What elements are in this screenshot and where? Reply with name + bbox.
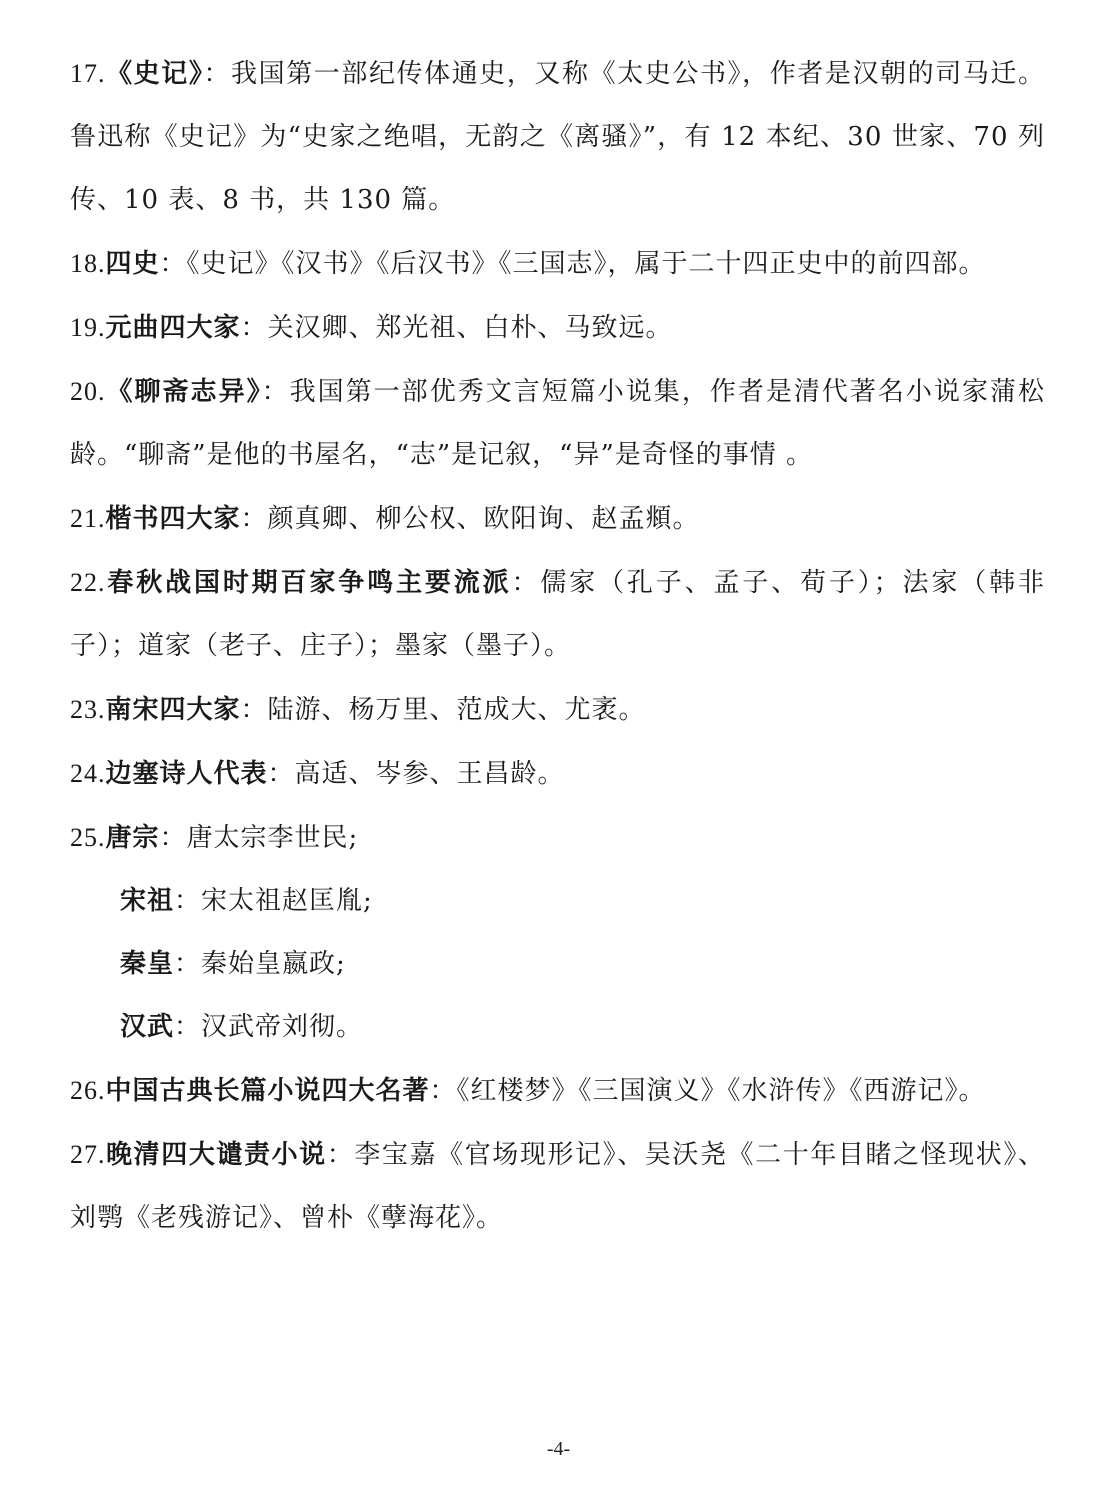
entry-term: 汉武: [120, 1012, 175, 1042]
entry-term: 春秋战国时期百家争鸣主要流派: [105, 568, 512, 598]
entry-text: ：颜真卿、柳公权、欧阳询、赵孟頫。: [240, 504, 700, 534]
entry-term: 边塞诗人代表: [105, 759, 268, 789]
entry-20: [70, 360, 1045, 487]
entry-text: ：唐太宗李世民;: [159, 823, 359, 853]
entry-number: 25.: [70, 823, 106, 852]
entry-text: ：我国第一部纪传体通史，又称《太史公书》，作者是汉朝的司马迁。鲁迅称《史记》为“史家之绝唱，无韵之《离骚》”，有 12 本纪、30 世家、70 列传、10 表、8 书，共 130 篇。: [70, 59, 1045, 215]
entry-number: 20.: [70, 377, 106, 406]
entry-17: [70, 42, 1045, 232]
entry-number: 19.: [70, 313, 106, 342]
entry-24: [70, 742, 1045, 806]
entry-number: 21.: [70, 504, 106, 533]
entry-text: ：汉武帝刘彻。: [174, 1012, 364, 1042]
entry-number: 22.: [70, 568, 106, 597]
entry-text: ：我国第一部优秀文言短篇小说集，作者是清代著名小说家蒲松龄。“聊斋”是他的书屋名，“志”是记叙，“异”是奇怪的事情 。: [70, 377, 1045, 470]
entry-number: 24.: [70, 759, 106, 788]
entry-term: 南宋四大家: [105, 695, 241, 725]
entry-25-han: [70, 996, 1045, 1059]
entry-term: 《史记》: [105, 59, 204, 89]
entry-number: 18.: [70, 249, 106, 278]
entry-number: 26.: [70, 1076, 106, 1105]
entry-term: 《聊斋志异》: [105, 377, 262, 407]
entry-text: ：《红楼梦》《三国演义》《水浒传》《西游记》。: [429, 1076, 986, 1106]
entry-term: 宋祖: [120, 886, 175, 916]
page-number: -4-: [546, 1438, 571, 1460]
entry-term: 晚清四大谴责小说: [105, 1140, 327, 1170]
entry-text: ：儒家（孔子、孟子、荀子）；法家（韩非子）；道家（老子、庄子）；墨家（墨子）。: [70, 568, 1045, 661]
entry-25: [70, 806, 1045, 870]
entry-18: [70, 232, 1045, 296]
entry-text: ：关汉卿、郑光祖、白朴、马致远。: [240, 313, 673, 343]
entry-22: [70, 551, 1045, 678]
entry-term: 中国古典长篇小说四大名著: [105, 1076, 430, 1106]
entry-19: [70, 296, 1045, 360]
entry-27: [70, 1123, 1045, 1250]
entry-text: ：高适、岑参、王昌龄。: [267, 759, 565, 789]
entry-26: [70, 1059, 1045, 1123]
document-body: [70, 42, 1045, 1250]
entry-number: 23.: [70, 695, 106, 724]
entry-term: 秦皇: [120, 949, 175, 979]
entry-number: 27.: [70, 1140, 106, 1169]
entry-text: ：李宝嘉《官场现形记》、吴沃尧《二十年目睹之怪现状》、刘鹗《老残游记》、曾朴《孽海花》。: [70, 1140, 1045, 1233]
entry-term: 楷书四大家: [105, 504, 241, 534]
entry-23: [70, 678, 1045, 742]
entry-25-song: [70, 870, 1045, 933]
entry-term: 四史: [105, 249, 160, 279]
entry-text: ：陆游、杨万里、范成大、尤袤。: [240, 695, 646, 725]
entry-text: ：宋太祖赵匡胤;: [174, 886, 373, 916]
entry-text: ：秦始皇嬴政;: [174, 949, 346, 979]
entry-text: ：《史记》《汉书》《后汉书》《三国志》，属于二十四正史中的前四部。: [159, 249, 986, 279]
entry-25-qin: [70, 933, 1045, 996]
entry-21: [70, 487, 1045, 551]
entry-term: 唐宗: [105, 823, 160, 853]
entry-number: 17.: [70, 59, 106, 88]
entry-term: 元曲四大家: [105, 313, 241, 343]
